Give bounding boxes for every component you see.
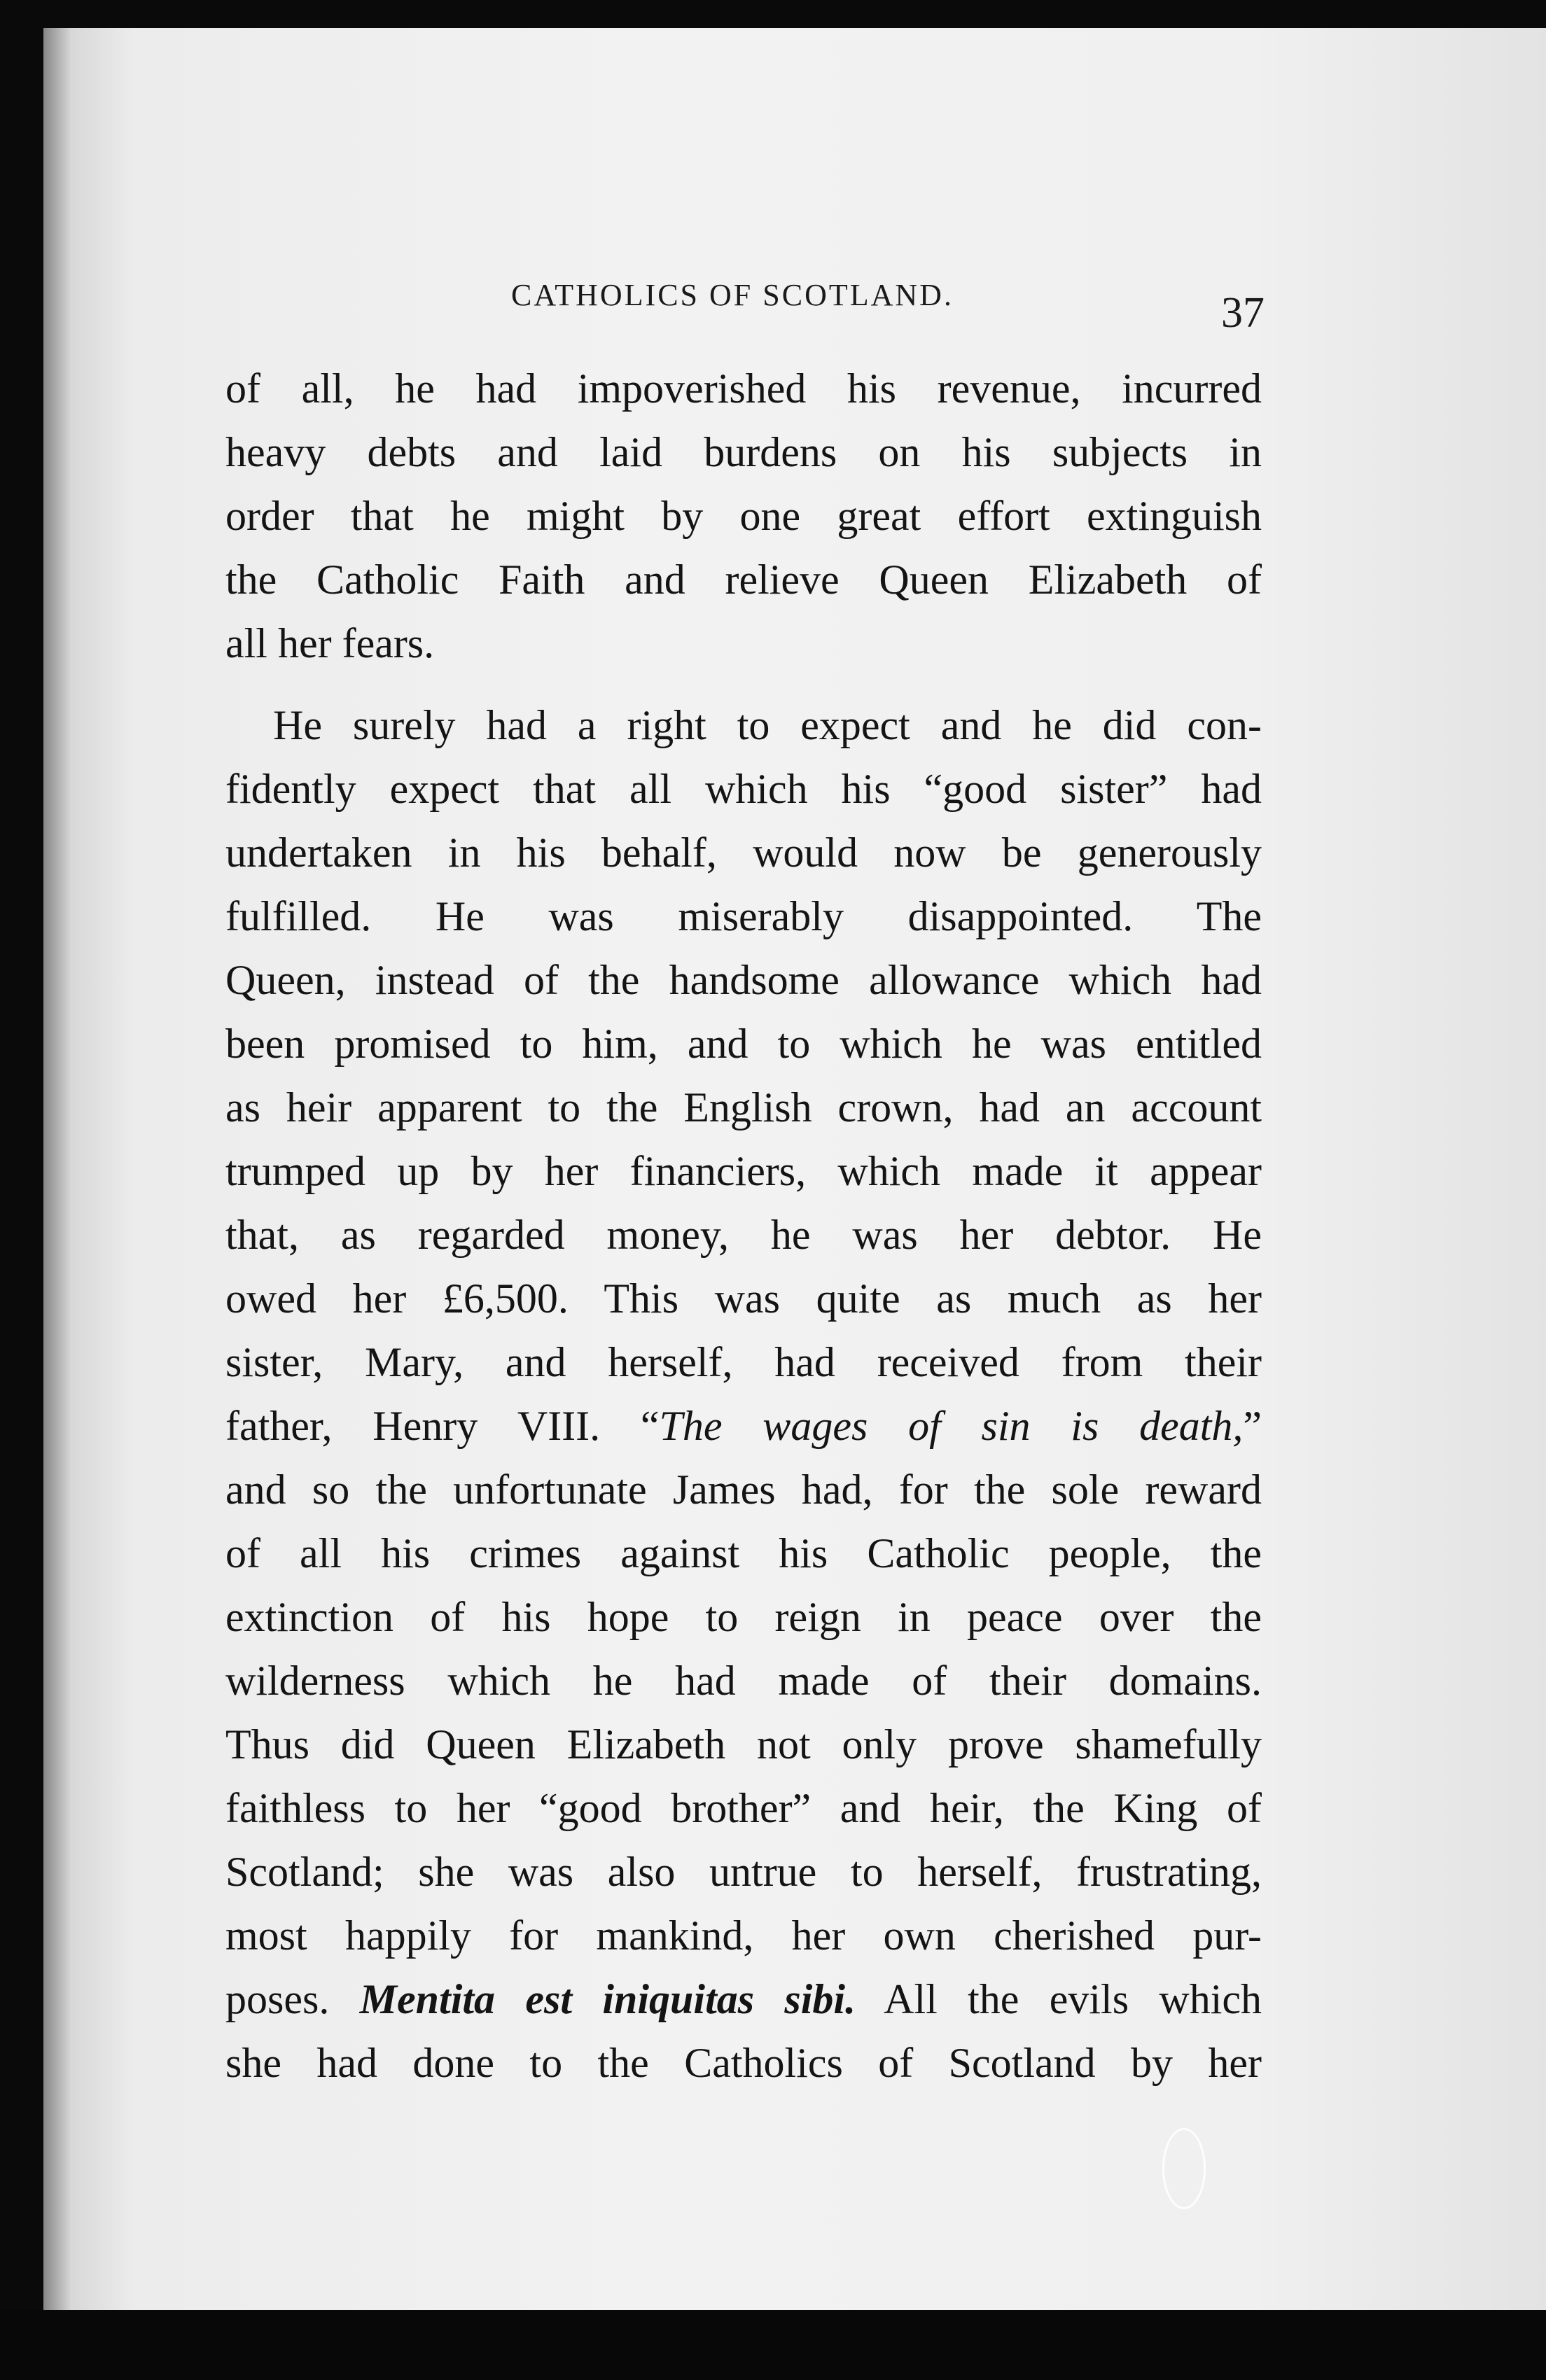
text-line bbox=[225, 1968, 1262, 2031]
text-line: Queen, instead of the handsome allowance which had bbox=[225, 957, 1262, 1003]
text-line: of all, he had impoverished his revenue, incurred bbox=[225, 365, 1262, 412]
text-line: as heir apparent to the English crown, had an account bbox=[225, 1084, 1262, 1130]
paragraph-gap bbox=[225, 676, 1262, 694]
text-line: wilderness which he had made of their domains. bbox=[225, 1658, 1262, 1704]
text-line: been promised to him, and to which he was entitled bbox=[225, 1021, 1262, 1067]
text-line: owed her £6,500. This was quite as much as her bbox=[225, 1275, 1262, 1322]
text-line: fidently expect that all which his “good sister” had bbox=[225, 766, 1262, 812]
text-line: the Catholic Faith and relieve Queen Elizabeth of bbox=[225, 556, 1262, 603]
text-line: faithless to her “good brother” and heir, the King of bbox=[225, 1785, 1262, 1831]
text-line bbox=[225, 1394, 1262, 1458]
text-line: heavy debts and laid burdens on his subjects in bbox=[225, 429, 1262, 475]
text-line: trumped up by her financiers, which made it appear bbox=[225, 1148, 1262, 1194]
text-run: father, Henry VIII. “ bbox=[225, 1403, 660, 1449]
text-run: All the evils which bbox=[884, 1976, 1262, 2022]
running-title: CATHOLICS OF SCOTLAND. bbox=[511, 278, 954, 312]
paragraph bbox=[225, 357, 1262, 676]
text-line: sister, Mary, and herself, had received from their bbox=[225, 1339, 1262, 1385]
body-text bbox=[225, 357, 1262, 2095]
text-line: Scotland; she was also untrue to herself, frustrating, bbox=[225, 1849, 1262, 1895]
text-line: Thus did Queen Elizabeth not only prove shamefully bbox=[225, 1721, 1262, 1768]
text-run: ” bbox=[1243, 1403, 1262, 1449]
scan-bottom-edge bbox=[0, 2310, 1546, 2380]
text-run: poses. bbox=[225, 1976, 330, 2022]
text-line: she had done to the Catholics of Scotland by her bbox=[225, 2040, 1262, 2086]
gutter-shadow bbox=[43, 28, 71, 2317]
paper-stain-mark bbox=[1162, 2128, 1206, 2209]
text-line: most happily for mankind, her own cherished pur- bbox=[225, 1912, 1262, 1959]
text-line: fulfilled. He was miserably disappointed. The bbox=[225, 893, 1262, 939]
text-line: He surely had a right to expect and he did con- bbox=[273, 702, 1262, 748]
text-line: undertaken in his behalf, would now be generously bbox=[225, 830, 1262, 876]
text-line: of all his crimes against his Catholic people, the bbox=[225, 1530, 1262, 1576]
latin-quote: Mentita est iniquitas sibi. bbox=[359, 1976, 856, 2022]
text-line: that, as regarded money, he was her debtor. He bbox=[225, 1212, 1262, 1258]
page-number: 37 bbox=[1221, 289, 1265, 337]
paragraph bbox=[225, 694, 1262, 2095]
text-line: extinction of his hope to reign in peace over the bbox=[225, 1594, 1262, 1640]
italic-quote: The wages of sin is death, bbox=[659, 1403, 1244, 1449]
text-line: and so the unfortunate James had, for the sole reward bbox=[225, 1466, 1262, 1513]
text-line: all her fears. bbox=[225, 620, 435, 666]
text-line: order that he might by one great effort extinguish bbox=[225, 493, 1262, 539]
